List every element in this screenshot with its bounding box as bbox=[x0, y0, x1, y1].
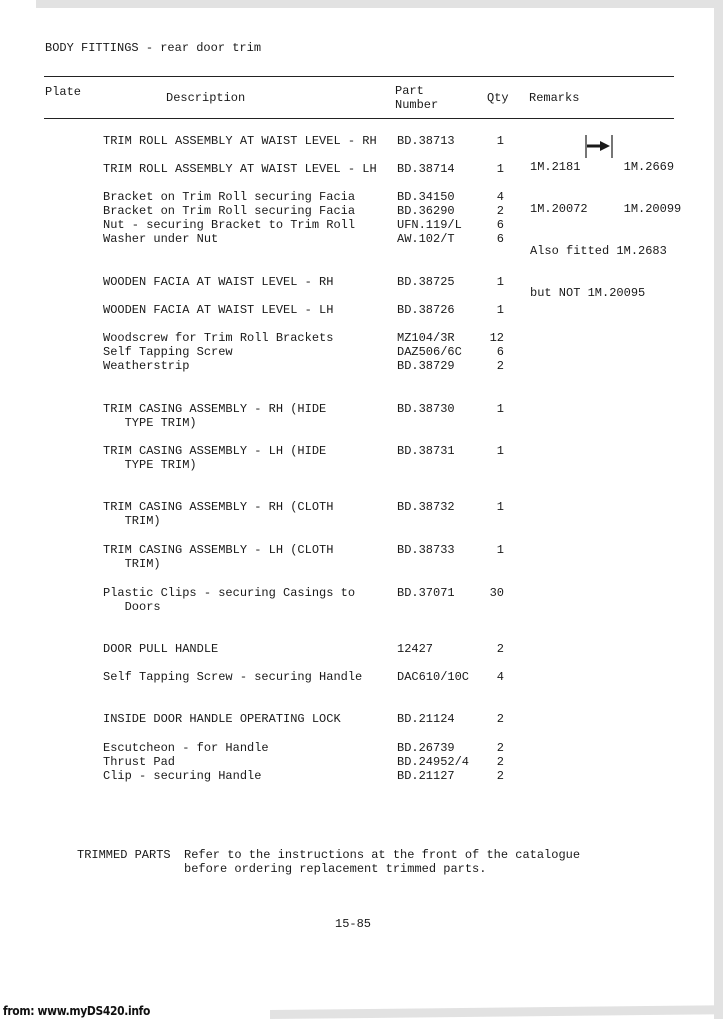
header-rule-top bbox=[44, 76, 674, 77]
row-description: INSIDE DOOR HANDLE OPERATING LOCK bbox=[103, 712, 341, 726]
row-description: DOOR PULL HANDLE bbox=[103, 642, 219, 656]
row-description: Woodscrew for Trim Roll Brackets bbox=[103, 331, 334, 345]
row-description: WOODEN FACIA AT WAIST LEVEL - RH bbox=[103, 275, 334, 289]
row-part-number: BD.38730 bbox=[397, 402, 455, 416]
row-part-number: BD.38732 bbox=[397, 500, 455, 514]
row-part-number: BD.38726 bbox=[397, 303, 455, 317]
row-description: Weatherstrip bbox=[103, 359, 190, 373]
row-description: Escutcheon - for Handle bbox=[103, 741, 269, 755]
column-header-plate: Plate bbox=[45, 85, 82, 99]
row-part-number: UFN.119/L bbox=[397, 218, 462, 232]
row-qty: 1 bbox=[496, 162, 504, 176]
row-description: TRIM CASING ASSEMBLY - LH (CLOTH TRIM) bbox=[103, 543, 334, 571]
row-description: Thrust Pad bbox=[103, 755, 176, 769]
row-part-number: BD.38713 bbox=[397, 134, 455, 148]
row-description: TRIM CASING ASSEMBLY - RH (HIDE TYPE TRIM) bbox=[103, 402, 327, 430]
remark-not-fitted: but NOT 1M.20095 bbox=[530, 286, 646, 300]
row-part-number: BD.38731 bbox=[397, 444, 455, 458]
column-header-part-number: Part Number bbox=[395, 84, 439, 112]
scan-border-right bbox=[714, 0, 723, 1019]
source-watermark: from: www.myDS420.info bbox=[3, 1003, 151, 1018]
row-part-number: BD.37071 bbox=[397, 586, 455, 600]
row-qty: 12 bbox=[489, 331, 504, 345]
section-title: BODY FITTINGS - rear door trim bbox=[45, 41, 262, 55]
row-part-number: BD.38714 bbox=[397, 162, 455, 176]
row-qty: 1 bbox=[496, 500, 504, 514]
row-description: Bracket on Trim Roll securing Facia bbox=[103, 204, 356, 218]
row-description: Bracket on Trim Roll securing Facia bbox=[103, 190, 356, 204]
row-part-number: BD.36290 bbox=[397, 204, 455, 218]
row-qty: 2 bbox=[496, 755, 504, 769]
row-qty: 2 bbox=[496, 642, 504, 656]
row-qty: 2 bbox=[496, 741, 504, 755]
row-part-number: BD.38733 bbox=[397, 543, 455, 557]
header-rule-bottom bbox=[44, 118, 674, 119]
row-part-number: BD.38729 bbox=[397, 359, 455, 373]
row-qty: 1 bbox=[496, 402, 504, 416]
note-label: TRIMMED PARTS bbox=[77, 848, 171, 862]
row-description: Self Tapping Screw bbox=[103, 345, 233, 359]
row-part-number: BD.21127 bbox=[397, 769, 455, 783]
row-qty: 6 bbox=[496, 218, 504, 232]
row-qty: 2 bbox=[496, 204, 504, 218]
column-header-remarks: Remarks bbox=[529, 91, 580, 105]
row-qty: 1 bbox=[496, 543, 504, 557]
row-part-number: BD.26739 bbox=[397, 741, 455, 755]
row-part-number: BD.38725 bbox=[397, 275, 455, 289]
row-part-number: BD.21124 bbox=[397, 712, 455, 726]
scan-border-top bbox=[36, 0, 723, 8]
row-description: Nut - securing Bracket to Trim Roll bbox=[103, 218, 356, 232]
row-description: TRIM ROLL ASSEMBLY AT WAIST LEVEL - RH bbox=[103, 134, 377, 148]
row-qty: 2 bbox=[496, 769, 504, 783]
row-part-number: BD.24952/4 bbox=[397, 755, 470, 769]
remark-from-1: 1M.2181 bbox=[530, 160, 581, 174]
row-description: WOODEN FACIA AT WAIST LEVEL - LH bbox=[103, 303, 334, 317]
row-qty: 6 bbox=[496, 345, 504, 359]
row-qty: 1 bbox=[496, 303, 504, 317]
row-part-number: MZ104/3R bbox=[397, 331, 455, 345]
row-part-number: DAZ506/6C bbox=[397, 345, 462, 359]
row-qty: 2 bbox=[496, 712, 504, 726]
remark-also-fitted: Also fitted 1M.2683 bbox=[530, 244, 667, 258]
remark-line bbox=[530, 202, 681, 216]
row-part-number: DAC610/10C bbox=[397, 670, 470, 684]
row-description: Clip - securing Handle bbox=[103, 769, 262, 783]
remark-line bbox=[530, 160, 681, 174]
row-description: TRIM CASING ASSEMBLY - RH (CLOTH TRIM) bbox=[103, 500, 334, 528]
row-qty: 1 bbox=[496, 134, 504, 148]
remark-to-2: 1M.20099 bbox=[623, 202, 682, 216]
row-description: TRIM ROLL ASSEMBLY AT WAIST LEVEL - LH bbox=[103, 162, 377, 176]
row-description: Washer under Nut bbox=[103, 232, 219, 246]
row-qty: 4 bbox=[496, 670, 504, 684]
row-part-number: AW.102/T bbox=[397, 232, 455, 246]
column-header-qty: Qty bbox=[487, 91, 509, 105]
scan-border-bottom bbox=[270, 1005, 723, 1019]
row-qty: 30 bbox=[489, 586, 504, 600]
right-arrow-icon bbox=[584, 132, 614, 160]
row-qty: 1 bbox=[496, 275, 504, 289]
note-text: Refer to the instructions at the front of the catalogue before ordering replacement trimmed parts. bbox=[184, 848, 581, 876]
remark-to-1: 1M.2669 bbox=[623, 160, 675, 174]
remark-from-2: 1M.20072 bbox=[530, 202, 588, 216]
column-header-description: Description bbox=[166, 91, 246, 105]
row-part-number: 12427 bbox=[397, 642, 434, 656]
row-description: Plastic Clips - securing Casings to Doors bbox=[103, 586, 356, 614]
row-qty: 4 bbox=[496, 190, 504, 204]
row-qty: 2 bbox=[496, 359, 504, 373]
row-part-number: BD.34150 bbox=[397, 190, 455, 204]
page-number: 15-85 bbox=[335, 917, 372, 931]
row-description: Self Tapping Screw - securing Handle bbox=[103, 670, 363, 684]
row-qty: 1 bbox=[496, 444, 504, 458]
row-qty: 6 bbox=[496, 232, 504, 246]
row-description: TRIM CASING ASSEMBLY - LH (HIDE TYPE TRIM) bbox=[103, 444, 327, 472]
